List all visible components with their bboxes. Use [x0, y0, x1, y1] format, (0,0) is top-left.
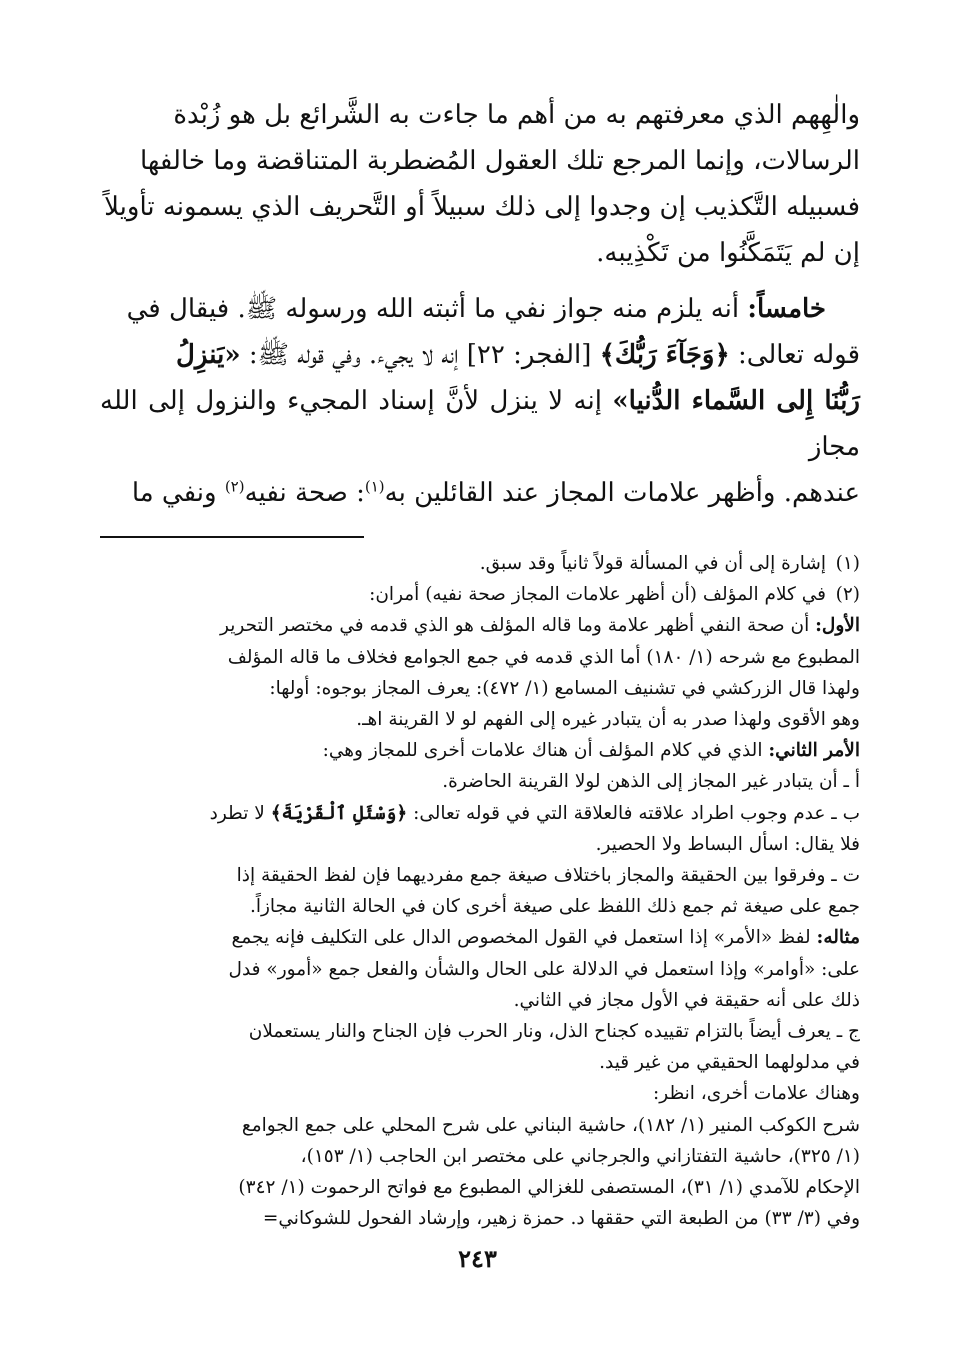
footnote-line	[100, 922, 860, 953]
footnote-ref-1[interactable]: (١)	[364, 477, 385, 496]
footnote-line: ج ـ يعرف أيضاً بالتزام تقييده كجناح الذل، ونار الحرب فإن الجناح والنار يستعملان	[248, 1021, 860, 1043]
footnote-text: إشارة إلى أن في المسألة قولاً ثانياً وقد سبق.	[479, 553, 826, 574]
footnote-line: وفي (٣/ ٣٣) من الطبعة التي حققها د. حمزة زهير، وإرشاد الفحول للشوكاني=	[262, 1208, 860, 1230]
body-line: فسبيله التَّكذيب إن وجدوا إلى ذلك سبيلاً أو التَّحريف الذي يسمونه تأويلاً	[104, 192, 860, 222]
footnote-line: أ ـ أن يتبادر غير المجاز إلى الذهن لولا القرينة الحاضرة.	[442, 771, 860, 793]
hadith-quote-end: رَبُّنَا إِلى السَّماء الدُّنيا»	[612, 386, 860, 416]
footnote-line	[100, 610, 860, 641]
hadith-quote-start: «يَنزِلُ	[176, 340, 241, 370]
footnote-line: جمع على صيغة ثم جمع ذلك اللفظ على صيغة أخرى كان في الحالة الثانية مجازاً.	[249, 896, 860, 918]
footnote-line: الإحكام للآمدي (١/ ٣١)، المستصفى للغزالي المطبوع مع فواتح الرحموت (١/ ٣٤٢)	[238, 1177, 860, 1199]
footnote-line: ذلك على أنه حقيقة في الأول مجاز في الثاني.	[513, 989, 860, 1011]
footnote-line: المطبوع مع شرحه (١/ ١٨٠) أما الذي قدمه في جمع الجوامع فخلاف ما قاله المؤلف	[227, 646, 860, 668]
paragraph-fifth-line	[100, 378, 860, 470]
footnote-2	[100, 579, 860, 610]
footnote-line: وهناك علامات أخرى، انظر:	[653, 1083, 860, 1105]
footnote-number: (٢)	[835, 584, 860, 606]
footnote-line: ت ـ وفرقوا بين الحقيقة والمجاز باختلاف صيغة جمع مفرديهما فإن لفظ الحقيقة إذا	[236, 865, 860, 887]
footnote-text: ب ـ عدم وجوب اطراد علاقته فالعلاقة التي في قوله تعالى:	[407, 802, 860, 824]
signs-text-2: : صحة نفيه	[244, 478, 365, 508]
footnote-text: أن صحة النفي أظهر علامة وما قاله المؤلف هو الذي قدمه في مختصر التحرير	[220, 615, 816, 637]
footnote-line: (١/ ٣٢٥)، حاشية التفتازاني والجرجاني على مختصر ابن الحاجب (١/ ١٥٣)،	[300, 1145, 860, 1167]
footnote-lead: مثاله:	[816, 927, 860, 949]
footnote-separator	[100, 536, 364, 538]
footnote-line	[100, 735, 860, 766]
footnote-text: لا تطرد	[209, 802, 271, 824]
body-line: والٰهِهم الذي معرفتهم به من أهم ما جاءت به الشَّرائع بل هو زُبْدة	[173, 100, 860, 130]
body-line: الرسالات، وإنما المرجع تلك العقول المُضطربة المتناقضة وما خالفها	[140, 146, 860, 176]
footnote-text: الذي في كلام المؤلف أن هناك علامات أخرى للمجاز وهي:	[322, 740, 769, 762]
footnote-line: فلا يقال: اسأل البساط ولا الحصير.	[595, 833, 860, 855]
verse-intro: قوله تعالى:	[729, 340, 860, 370]
fifth-lead: خامساً:	[747, 294, 826, 324]
footnote-line	[100, 798, 860, 829]
page	[100, 92, 860, 1234]
signs-text: عندهم. وأظهر علامات المجاز عند القائلين به	[384, 478, 860, 508]
paragraph-fifth-line	[100, 470, 860, 516]
footnotes	[100, 548, 860, 1234]
footnote-line: ولهذا قال الزركشي في تشنيف المسامع (١/ ٤٧٢): يعرف المجاز بوجوه: أولها:	[269, 677, 860, 699]
page-number: ٢٤٣	[458, 1244, 497, 1273]
body-line: إن لم يَتَمَكَّنُوا من تَكْذِيبه.	[596, 238, 860, 268]
footnote-lead: الأمر الثاني:	[768, 740, 860, 762]
quran-quote: ﴿وَجَآءَ رَبُّكَ﴾	[599, 340, 730, 370]
footnote-number: (١)	[835, 553, 860, 574]
footnote-line: في مدلولهما الحقيقي من غير قيد.	[599, 1052, 860, 1074]
footnote-lead: الأول:	[815, 615, 860, 637]
footnote-line: على: «أوامر» وإذا استعمل في الدلالة على الحال والشأن والفعل جمع «أمور» فدل	[228, 958, 860, 980]
quran-quote: ﴿وَسْئَلِ ٱلْقَرْيَةَ﴾	[270, 802, 408, 824]
paragraph-fifth-line	[100, 286, 860, 332]
verse-ref: [الفجر: ٢٢] إنه لا يجيء. وفي قوله ﷺ:	[240, 340, 600, 370]
footnote-ref-2[interactable]: (٢)	[224, 477, 245, 496]
footnote-1	[100, 548, 860, 579]
footnote-text: في كلام المؤلف (أن أظهر علامات المجاز صحة نفيه) أمران:	[369, 584, 826, 606]
signs-text-3: ونفي ما	[131, 478, 225, 508]
footnote-text: لفظ «الأمر» إذا استعمل في القول المخصوص الدال على التكليف فإنه يجمع	[231, 927, 817, 949]
paragraph-fifth-line	[100, 332, 860, 378]
footnote-line: وهو الأقوى ولهذا صدر به أن يتبادر غيره إلى الفهم لو لا القرينة اهـ.	[356, 709, 860, 731]
footnote-line: شرح الكوكب المنير (١/ ١٨٢)، حاشية البناني على شرح المحلي على جمع الجوامع	[241, 1114, 860, 1136]
fifth-text: أنه يلزم منه جواز نفي ما أثبته الله ورسوله ﷺ. فيقال في	[126, 294, 748, 324]
hadith-explain: إنه لا ينزل لأنَّ إسناد المجيء والنزول إلى الله مجاز	[100, 386, 860, 462]
main-text	[100, 92, 860, 516]
